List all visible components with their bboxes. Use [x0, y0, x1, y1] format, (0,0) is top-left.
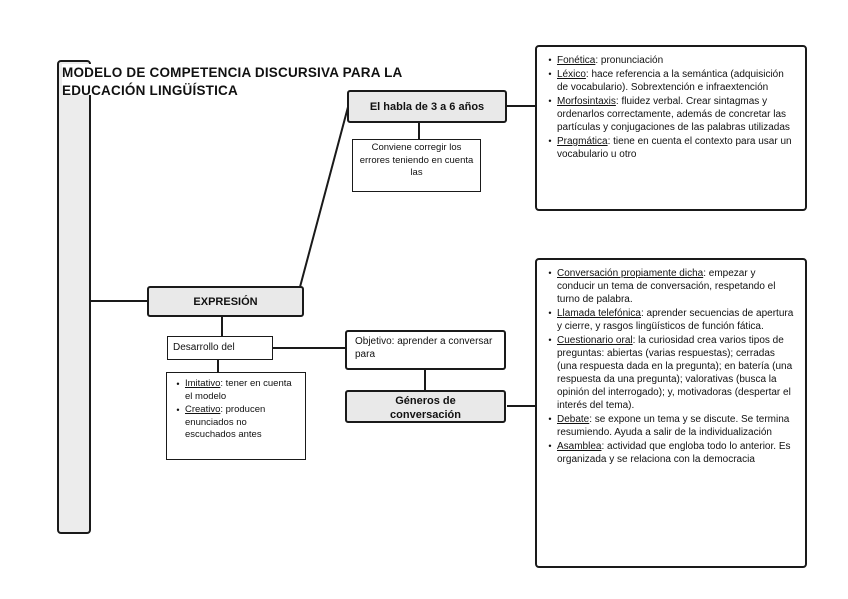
term-pragmatica: Pragmática: [557, 136, 608, 147]
node-conviene-text: Conviene corregir los errores teniendo en cuenta las: [359, 142, 474, 178]
desc-conversacion: : empezar y conducir un tema de conversación, respetando el turno de palabra.: [557, 268, 776, 305]
list-item-creativo: [171, 404, 299, 442]
desc-morfosintaxis: : fluidez verbal. Crear sintagmas y ordenarlos correctamente, además de concretar las partículas y conjugaciones de las palabras utilizadas: [557, 96, 790, 133]
connector-expresion-habla: [300, 107, 348, 287]
list-item-morfosintaxis: [543, 95, 795, 134]
desc-llamada: : aprender secuencias de apertura y cierre, y rasgos lingüísticos de función fática.: [557, 308, 794, 332]
bullet-marker: •: [548, 136, 552, 146]
list-item-pragmatica: [543, 135, 795, 161]
term-llamada: Llamada telefónica: [557, 308, 641, 319]
term-fonetica: Fonética: [557, 55, 596, 66]
term-cuestionario: Cuestionario oral: [557, 335, 633, 346]
desc-lexico: : hace referencia a la semántica (adquisición de vocabulario). Sobrextención e infraextención: [557, 69, 784, 93]
desc-imitativo: : tener en cuenta el modelo: [185, 378, 292, 402]
generos-line-2: conversación: [390, 409, 461, 421]
bullet-marker: •: [176, 405, 180, 415]
list-item-fonetica: [543, 54, 795, 67]
desc-cuestionario: : la curiosidad crea varios tipos de preguntas: abiertas (varias respuestas); cerradas (una respuesta dada en la pregunta); en batería (una respuesta da una pregunta); valorativas (busca la opinión del interrogado); y, motivadoras (despertar el interés del tema).: [557, 335, 793, 411]
desc-asamblea: : actividad que engloba todo lo anterior. Es organizada y se relaciona con la democracia: [557, 441, 791, 465]
node-objetivo-conversar: [345, 330, 506, 370]
desc-pragmatica: : tiene en cuenta el contexto para usar un vocabulario u otro: [557, 136, 792, 160]
list-item-llamada: [543, 307, 795, 333]
node-habla-label: El habla de 3 a 6 años: [369, 100, 485, 113]
left-vertical-bar: [57, 60, 91, 534]
bullet-marker: •: [548, 55, 552, 65]
term-debate: Debate: [557, 414, 590, 425]
bullet-marker: •: [548, 268, 552, 278]
node-generos-de-conversacion: [345, 390, 506, 423]
bullet-marker: •: [176, 379, 180, 389]
node-expresion: [147, 286, 304, 317]
list-item-asamblea: [543, 440, 795, 466]
aspectos-list: [543, 54, 795, 161]
list-item-imitativo: [171, 378, 299, 403]
term-asamblea: Asamblea: [557, 441, 602, 452]
bullet-marker: •: [548, 308, 552, 318]
node-objetivo-text: Objetivo: aprender a conversar para: [355, 336, 493, 360]
bullet-marker: •: [548, 96, 552, 106]
bullet-marker: •: [548, 441, 552, 451]
generos-line-1: Géneros de: [395, 395, 456, 407]
node-desarrollo-del: [167, 336, 273, 360]
list-item-cuestionario: [543, 334, 795, 412]
node-conviene-corregir: [352, 139, 481, 192]
node-expresion-label: EXPRESIÓN: [193, 295, 258, 308]
generos-list: [543, 267, 795, 466]
desc-creativo: : producen enunciados no escuchados antes: [185, 404, 266, 440]
bullet-marker: •: [548, 69, 552, 79]
term-morfosintaxis: Morfosintaxis: [557, 96, 616, 107]
list-item-conversacion: [543, 267, 795, 306]
title-line-2: EDUCACIÓN LINGÜÍSTICA: [62, 83, 238, 95]
title-line-1: MODELO DE COMPETENCIA DISCURSIVA PARA LA: [62, 65, 403, 80]
list-item-lexico: [543, 68, 795, 94]
node-generos-label: [390, 394, 461, 422]
desc-debate: : se expone un tema y se discute. Se termina resumiendo. Ayuda a salir de la individualización: [557, 414, 790, 438]
panel-tipos-de-expresion: [166, 372, 306, 460]
list-item-debate: [543, 413, 795, 439]
desc-fonetica: : pronunciación: [595, 55, 664, 66]
term-lexico: Léxico: [557, 69, 586, 80]
tipos-list: [171, 378, 299, 442]
panel-aspectos-del-habla: [535, 45, 807, 211]
panel-generos-de-conversacion: [535, 258, 807, 568]
node-desarrollo-label: Desarrollo del: [173, 342, 235, 353]
term-imitativo: Imitativo: [185, 378, 221, 389]
term-conversacion: Conversación propiamente dicha: [557, 268, 704, 279]
term-creativo: Creativo: [185, 404, 221, 415]
bullet-marker: •: [548, 414, 552, 424]
node-habla-3-6-anos: [347, 90, 507, 123]
bullet-marker: •: [548, 335, 552, 345]
